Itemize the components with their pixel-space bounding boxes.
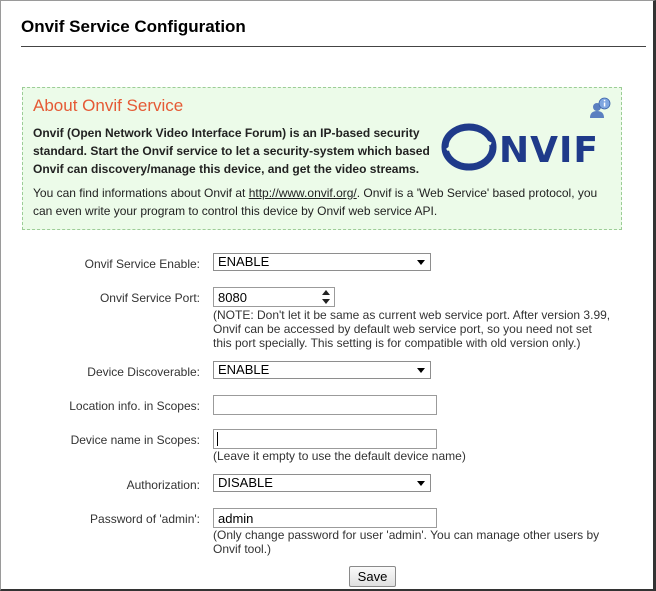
password-note: (Only change password for user 'admin'. You can manage other users by Onvif tool.) [213, 528, 600, 556]
discoverable-select[interactable] [213, 361, 431, 379]
chevron-down-icon [417, 368, 425, 373]
spin-down-icon[interactable] [318, 297, 334, 306]
service-port-input[interactable] [214, 288, 322, 306]
about-panel [22, 87, 622, 230]
service-enable-select[interactable] [213, 253, 431, 271]
svg-text:NVIF: NVIF [499, 130, 599, 171]
page-title: Onvif Service Configuration [21, 17, 246, 36]
device-name-note: (Leave it empty to use the default device name) [213, 449, 466, 463]
text-caret [217, 432, 218, 446]
location-input[interactable] [213, 395, 437, 415]
password-label: Password of 'admin': [90, 512, 200, 526]
user-info-icon [589, 97, 611, 119]
title-divider [21, 46, 646, 47]
save-button[interactable]: Save [349, 566, 396, 587]
chevron-down-icon [417, 481, 425, 486]
about-title: About Onvif Service [33, 96, 184, 115]
authorization-select[interactable] [213, 474, 431, 492]
onvif-logo [441, 122, 613, 172]
device-name-input[interactable] [213, 429, 437, 449]
service-port-label: Onvif Service Port: [99, 291, 200, 305]
service-enable-value: ENABLE [218, 254, 270, 269]
about-info-suffix: . Onvif is a 'Web Service' based protocol, you can even write your program to control this device by Onvif web service API. [33, 186, 598, 218]
device-name-label: Device name in Scopes: [70, 433, 200, 447]
about-description: Onvif (Open Network Video Interface Forum) is an IP-based security standard. Start the Onvif service to let a security-system which based Onvif can discovery/manage this device, and get the video streams. [33, 126, 430, 176]
authorization-label: Authorization: [126, 478, 200, 492]
service-enable-label: Onvif Service Enable: [84, 257, 200, 271]
spin-up-icon[interactable] [318, 288, 334, 297]
discoverable-label: Device Discoverable: [87, 365, 200, 379]
chevron-down-icon [417, 260, 425, 265]
authorization-value: DISABLE [218, 475, 273, 490]
about-info-text [33, 184, 603, 220]
password-input[interactable] [213, 508, 437, 528]
service-port-note: (NOTE: Don't let it be same as current web service port. After version 3.99, Onvif can be accessed by default web service port, so you need not set this port specially. This setting is for compatible with old version only.) [213, 308, 611, 350]
location-label: Location info. in Scopes: [69, 399, 200, 413]
service-port-stepper[interactable] [213, 287, 335, 307]
about-info-prefix: You can find informations about Onvif at [33, 186, 249, 200]
discoverable-value: ENABLE [218, 362, 270, 377]
onvif-link[interactable]: http://www.onvif.org/ [248, 186, 357, 200]
